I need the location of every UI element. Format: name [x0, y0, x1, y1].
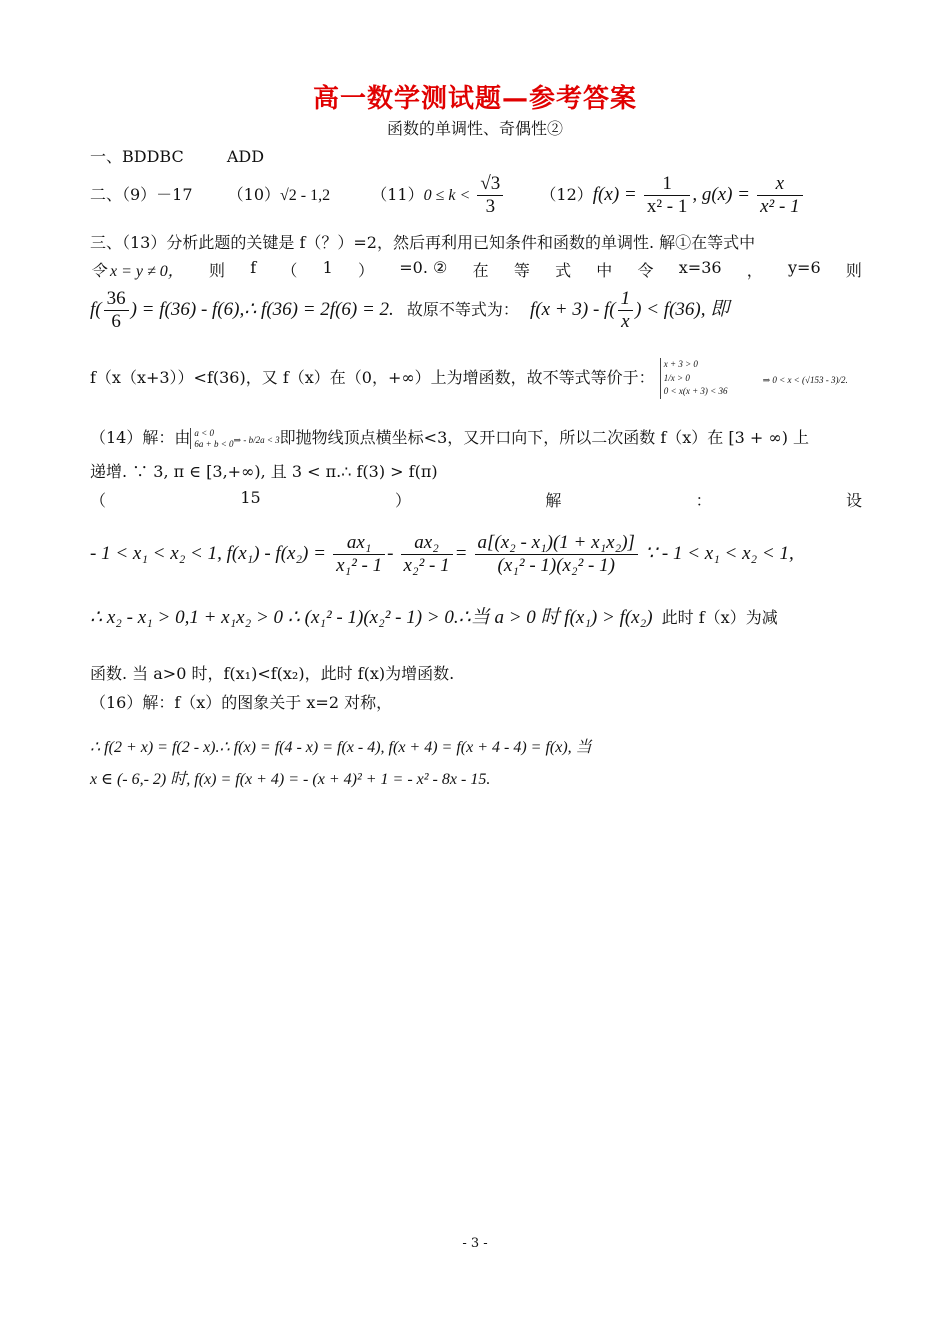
inequality-system: x + 3 > 0 1/x > 0 0 < x(x + 3) < 36 [660, 358, 728, 399]
answer-15-line-1: （ 15 ） 解 ： 设 [90, 488, 862, 510]
answer-10-label: （10） [227, 185, 281, 204]
answer-16-line-2: ∴ f(2 + x) = f(2 - x).∴ f(x) = f(4 - x) = f(x - 4), f(x + 4) = f(x + 4 - 4) = f(x), 当 [90, 739, 592, 756]
answer-16-line-3: x ∈ (- 6,- 2) 时, f(x) = f(x + 4) = - (x + 4)² + 1 = - x² - 8x - 15. [90, 771, 491, 788]
section-1-answers: 一、BDDBC [90, 147, 184, 166]
answer-11-label: （11） [371, 185, 424, 204]
answer-13-line-2: 令 x = y ≠ 0， 则 f （ 1 ） =0. ② 在 等 式 中 令 x=36 ， y=6 则 [90, 258, 862, 280]
answer-10-math: √2 - 1,2 [280, 187, 331, 204]
answer-12-label: （12） [540, 185, 593, 204]
answer-13-line-1: 三、（13）分析此题的关键是 f（？）=2，然后再利用已知条件和函数的单调性. 解①在等式中 [90, 233, 756, 252]
page-number: - 3 - [462, 1236, 488, 1251]
answer-16-line-1: （16）解：f（x）的图象关于 x=2 对称， [90, 693, 393, 712]
answer-12-f-fraction: $\frac{1}{\text{x² - 1}}$ [644, 173, 691, 218]
section-1-answers-tail: ADD [226, 147, 265, 166]
answer-15-line-3: ∴ x₂ - x₁ > 0,1 + x₁x₂ > 0 ∴ (x₁² - 1)(x₂² - 1) > 0.∴当 a > 0 时 f(x₁) > f(x₂) 此时 f（x）为减 [90, 607, 778, 628]
answer-12-g: , g(x) = [692, 184, 751, 205]
answer-12-g-fraction: $\frac{x}{\text{x² - 1}}$ [757, 173, 802, 218]
answer-15-line-2: - 1 < x₁ < x₂ < 1, f(x₁) - f(x₂) = $\frac{\text{ax₁}}{\text{x₁² - 1}}$ - $\frac{\text{ax₂}}{\text{x₂² - 1}}$ = $\frac{\text{a[(x₂ - x₁)(1 + x₁x₂)]}}{\text{(x₁² - 1)(x₂² - 1)}}$ ∵ - 1 < x₁ < x₂ < 1, [90, 532, 794, 576]
answer-9: 二、（9）－17 [90, 185, 193, 204]
answer-15-line-4: 函数. 当 a>0 时，f(x₁)<f(x₂)，此时 f(x)为增函数. [90, 664, 455, 683]
answer-13-line-4: f（x（x+3））<f(36)，又 f（x）在（0，+∞）上为增函数，故不等式等价于： x + 3 > 0 1/x > 0 0 < x(x + 3) < 36 ⇒ 0 < x < (√153 - 3)/2. [90, 350, 848, 408]
answer-11-fraction: $\frac{√3}{3}$ [477, 173, 503, 218]
answer-section-2 [90, 172, 805, 219]
answer-11-math: 0 ≤ k < [423, 187, 471, 204]
answer-12-f: f(x) = [592, 184, 637, 205]
page-title: 高一数学测试题—参考答案 [312, 84, 637, 114]
answer-14-line-2: 递增. ∵ 3, π ∈ [3,+∞), 且 3 < π.∴ f(3) > f(π) [90, 462, 438, 481]
page-subtitle: 函数的单调性、奇偶性② [386, 119, 563, 138]
answer-14-line-1: （14）解：由 a < 0 6a + b < 0⇒ - b/2a < 3即抛物线顶点横坐标<3，又开口向下，所以二次函数 f（x）在 [3 + ∞) 上 [90, 427, 810, 449]
answer-section-1 [90, 144, 264, 167]
condition-system: a < 0 6a + b < 0 [190, 428, 233, 450]
answer-13-line-3: f( $\frac{36}{6}$ ) = f(36) - f(6),∴ f(36) = 2f(6) = 2. 故原不等式为： f(x + 3) - f( $\frac{1}{x}$ ) < f(36), 即 [90, 288, 730, 332]
